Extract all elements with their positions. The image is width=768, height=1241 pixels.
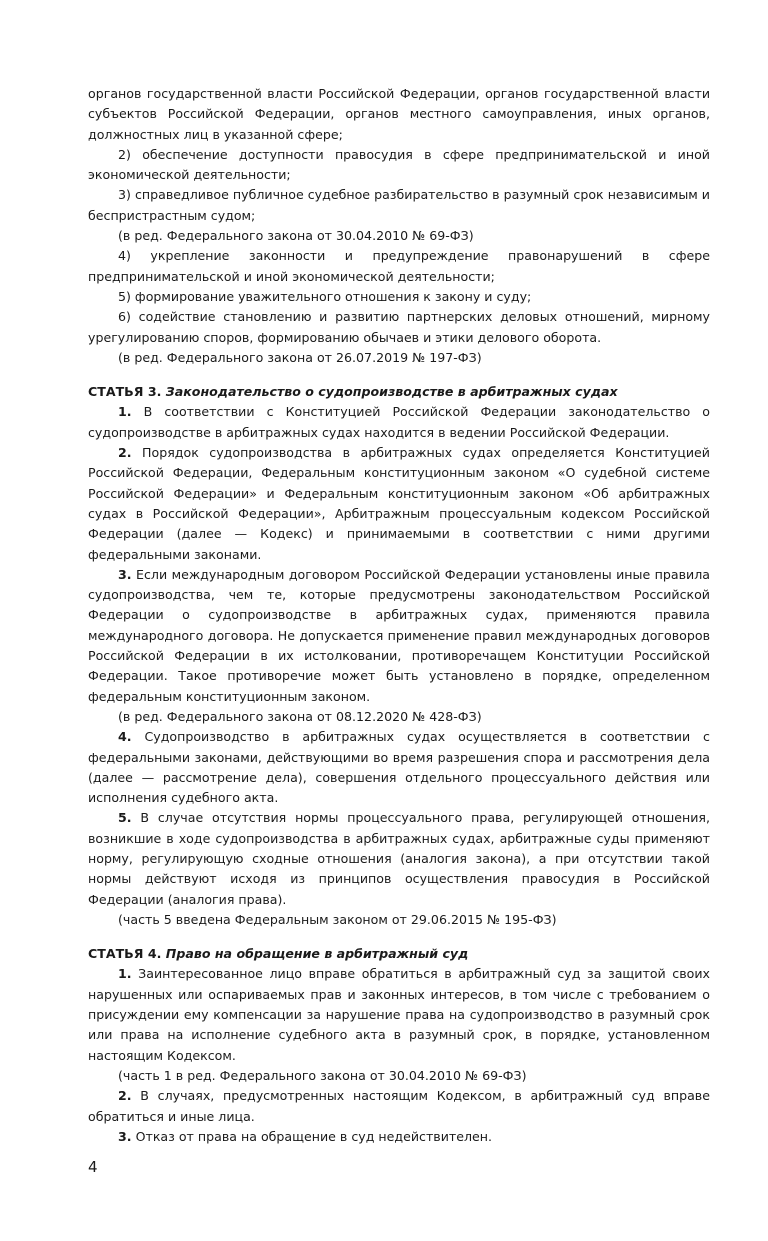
clause bbox=[88, 402, 710, 443]
article-label: СТАТЬЯ 4. bbox=[88, 946, 162, 962]
article-3-heading bbox=[88, 382, 710, 402]
clause bbox=[88, 443, 710, 565]
clause-text: Отказ от права на обращение в суд недействителен. bbox=[135, 1128, 493, 1144]
paragraph: 3) справедливое публичное судебное разбирательство в разумный срок независимым и беспристрастным судом; bbox=[88, 187, 710, 223]
clause-text: Судопроизводство в арбитражных судах осуществляется в соответствии с федеральными законами, действующими во время разрешения спора и рассмотрения дела (далее — рассмотрение дела), совершения отдельного процессуального действия или исполнения судебного акта. bbox=[88, 729, 710, 806]
amendment-note: (в ред. Федерального закона от 08.12.2020 № 428-ФЗ) bbox=[118, 708, 482, 724]
paragraph: 4) укрепление законности и предупреждение правонарушений в сфере предпринимательской и иной экономической деятельности; bbox=[88, 248, 710, 284]
clause-text: В случае отсутствия нормы процессуального права, регулирующей отношения, возникшие в ходе судопроизводства в арбитражных судах, арбитражные суды применяют норму, регулирующую сходные отношения (аналогия закона), а при отсутствии такой нормы действуют исходя из принципов осуществления правосудия в Российской Федерации (аналогия права). bbox=[88, 810, 710, 907]
page-number: 4 bbox=[88, 1158, 98, 1176]
clause-text: Заинтересованное лицо вправе обратиться в арбитражный суд за защитой своих нарушенных или оспариваемых прав и законных интересов, в том числе с требованием о присуждении ему компенсации за нарушение права на судопроизводство в разумный срок или права на исполнение судебного акта в разумный срок, в порядке, установленном настоящим Кодексом. bbox=[88, 966, 710, 1063]
clause bbox=[88, 1127, 710, 1147]
clause-text: Порядок судопроизводства в арбитражных судах определяется Конституцией Российской Федерации, Федеральным конституционным законом «О судебной системе Российской Федерации» и Федеральным конституционным законом «Об арбитражных судах в Российской Федерации», Арбитражным процессуальным кодексом Российской Федерации (далее — Кодекс) и принимаемыми в соответствии с ними другими федеральными законами. bbox=[88, 445, 710, 562]
clause bbox=[88, 727, 710, 808]
clause-number: 1. bbox=[118, 404, 132, 420]
clause bbox=[88, 565, 710, 707]
article-title: Законодательство о судопроизводстве в арбитражных судах bbox=[165, 384, 618, 400]
clause-number: 1. bbox=[118, 966, 132, 982]
clause-number: 3. bbox=[118, 1128, 132, 1144]
clause-number: 3. bbox=[118, 566, 132, 582]
clause bbox=[88, 808, 710, 909]
clause-number: 2. bbox=[118, 445, 132, 461]
amendment-note: (часть 1 в ред. Федерального закона от 30.04.2010 № 69-ФЗ) bbox=[118, 1067, 527, 1083]
paragraph: 2) обеспечение доступности правосудия в сфере предпринимательской и иной экономической деятельности; bbox=[88, 146, 710, 183]
clause-text: Если международным договором Российской Федерации установлены иные правила судопроизводства, чем те, которые предусмотрены законодательством Российской Федерации о судопроизводстве в арбитражных судах, применяются правила международного договора. Не допускается применение правил международных договоров Российской Федерации в их истолковании, противоречащем Конституции Российской Федерации. Такое противоречие может быть установлено в порядке, определенном федеральным конституционным законом. bbox=[88, 566, 710, 704]
clause-number: 5. bbox=[118, 810, 132, 826]
clause-text: В соответствии с Конституцией Российской Федерации законодательство о судопроизводстве в арбитражных судах находится в ведении Российской Федерации. bbox=[88, 404, 710, 440]
paragraph: 5) формирование уважительного отношения к закону и суду; bbox=[118, 288, 532, 304]
article-title: Право на обращение в арбитражный суд bbox=[165, 946, 469, 962]
paragraph: органов государственной власти Российской Федерации, органов государственной власти субъектов Российской Федерации, органов местного самоуправления, иных органов, должностных лиц в указанной сфере; bbox=[88, 86, 710, 142]
amendment-note: (в ред. Федерального закона от 30.04.2010 № 69-ФЗ) bbox=[118, 228, 474, 244]
amendment-note: (в ред. Федерального закона от 26.07.2019 № 197-ФЗ) bbox=[118, 349, 482, 365]
clause bbox=[88, 964, 710, 1065]
amendment-note: (часть 5 введена Федеральным законом от 29.06.2015 № 195-ФЗ) bbox=[118, 911, 557, 927]
paragraph: 6) содействие становлению и развитию партнерских деловых отношений, мирному урегулированию споров, формированию обычаев и этики делового оборота. bbox=[88, 309, 710, 345]
clause-number: 2. bbox=[118, 1088, 132, 1104]
article-label: СТАТЬЯ 3. bbox=[88, 384, 162, 400]
article-4-heading bbox=[88, 944, 710, 964]
clause bbox=[88, 1086, 710, 1127]
clause-number: 4. bbox=[118, 729, 132, 745]
page-body bbox=[88, 84, 710, 1147]
clause-text: В случаях, предусмотренных настоящим Кодексом, в арбитражный суд вправе обратиться и иные лица. bbox=[88, 1088, 710, 1124]
